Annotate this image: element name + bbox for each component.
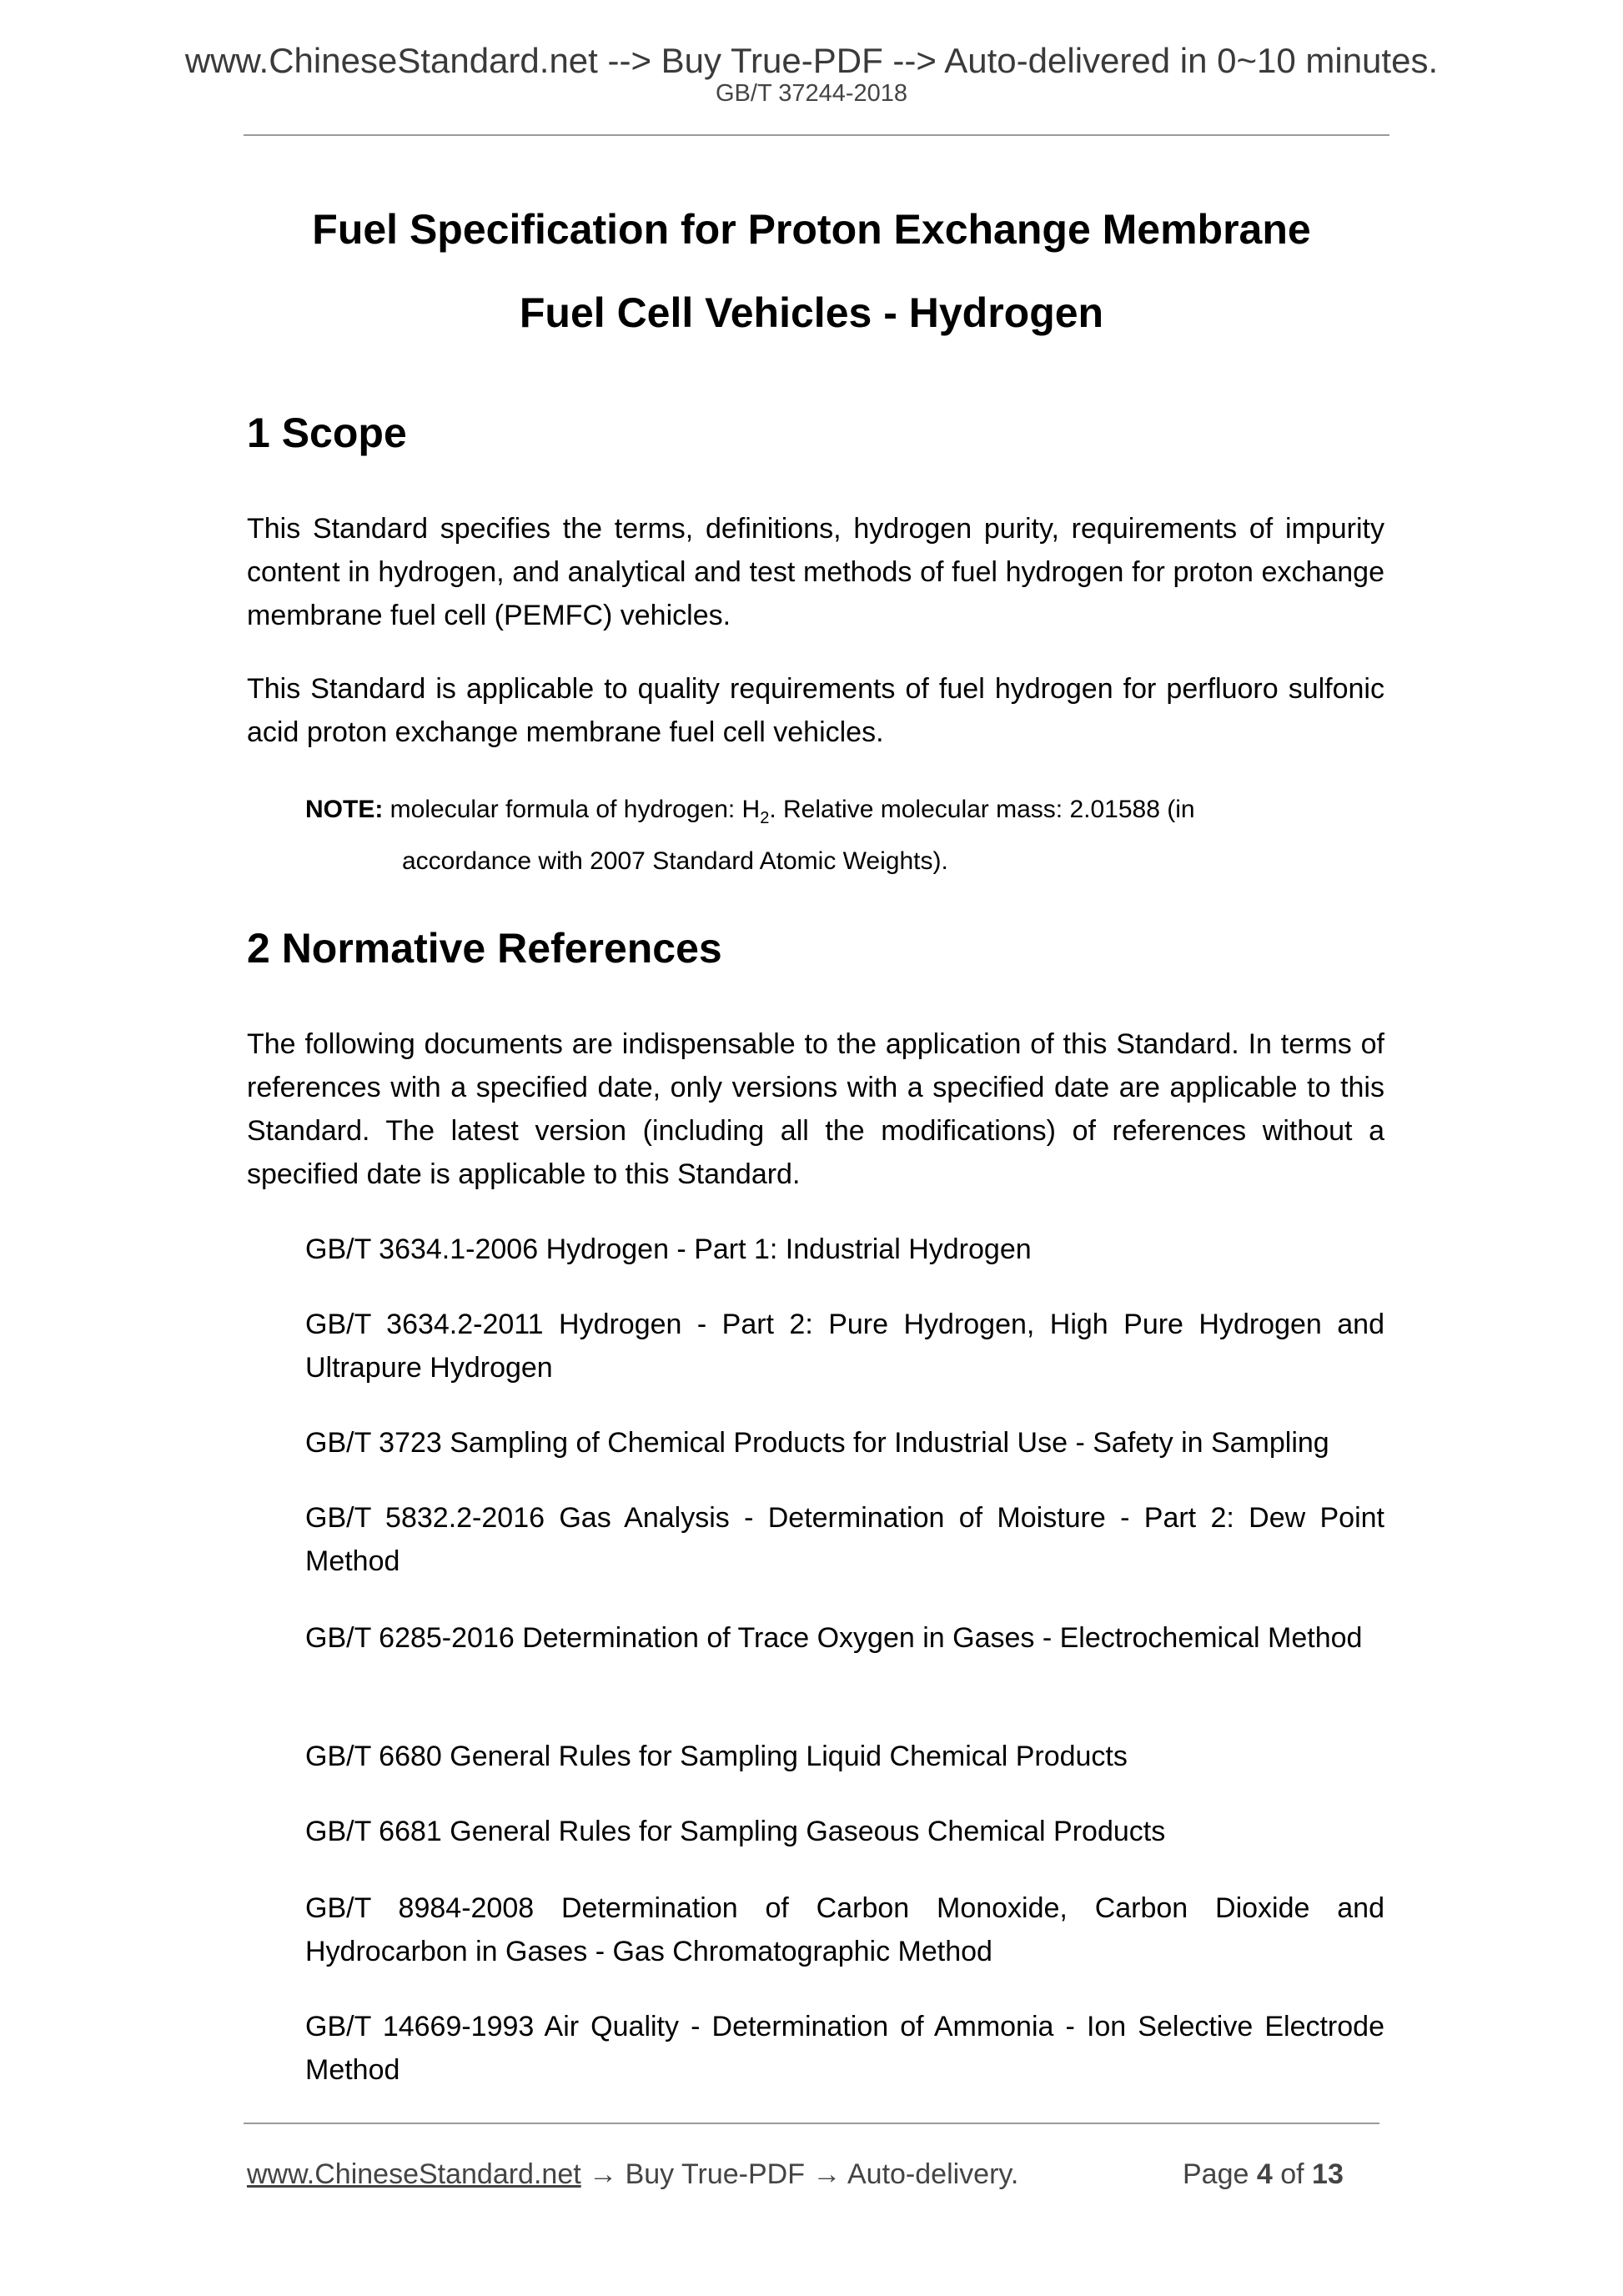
header-divider: [244, 134, 1389, 136]
footer-site-link[interactable]: www.ChineseStandard.net: [247, 2158, 581, 2190]
document-title-line2: Fuel Cell Vehicles - Hydrogen: [519, 289, 1104, 336]
scope-paragraph-2: This Standard is applicable to quality requirements of fuel hydrogen for perfluoro sulfonic acid proton exchange membrane fuel cell vehicles.: [247, 673, 1384, 748]
scope-note: [305, 788, 1384, 883]
note-text-c: accordance with 2007 Standard Atomic Weights).: [402, 847, 948, 875]
page-current: 4: [1256, 2158, 1273, 2190]
document-code: GB/T 37244-2018: [715, 80, 908, 107]
reference-item: GB/T 3634.2-2011 Hydrogen - Part 2: Pure Hydrogen, High Pure Hydrogen and Ultrapure Hydrogen: [305, 1309, 1384, 1384]
reference-item: GB/T 3634.1-2006 Hydrogen - Part 1: Industrial Hydrogen: [305, 1233, 1032, 1265]
references-intro: The following documents are indispensable to the application of this Standard. In terms of references with a specified date, only versions with a specified date are applicable to this Standard. The latest version (including all the modifications) of references without a specified date is applicable to this Standard.: [247, 1028, 1384, 1190]
footer-promo: [247, 2160, 1018, 2188]
note-text-b: . Relative molecular mass: 2.01588 (in: [769, 796, 1195, 823]
reference-item: GB/T 6681 General Rules for Sampling Gaseous Chemical Products: [305, 1816, 1166, 1847]
reference-item: GB/T 6680 General Rules for Sampling Liquid Chemical Products: [305, 1741, 1128, 1772]
top-banner: www.ChineseStandard.net --> Buy True-PDF --> Auto-delivered in 0~10 minutes.: [184, 41, 1439, 80]
page-indicator: [1183, 2160, 1344, 2188]
reference-item: GB/T 6285-2016 Determination of Trace Oxygen in Gases - Electrochemical Method: [305, 1622, 1363, 1654]
reference-item: GB/T 14669-1993 Air Quality - Determination of Ammonia - Ion Selective Electrode Method: [305, 2011, 1384, 2086]
footer-promo-text: → Buy True-PDF → Auto-delivery.: [580, 2158, 1019, 2190]
footer-divider: [244, 2123, 1379, 2124]
note-text-a: molecular formula of hydrogen: H: [389, 796, 761, 823]
note-label: NOTE:: [305, 796, 384, 823]
reference-item: GB/T 5832.2-2016 Gas Analysis - Determination of Moisture - Part 2: Dew Point Method: [305, 1502, 1384, 1577]
page-label: Page: [1183, 2158, 1249, 2190]
reference-item: GB/T 3723 Sampling of Chemical Products for Industrial Use - Safety in Sampling: [305, 1427, 1329, 1459]
document-title-line1: Fuel Specification for Proton Exchange Membrane: [312, 206, 1311, 253]
scope-paragraph-1: This Standard specifies the terms, definitions, hydrogen purity, requirements of impurity content in hydrogen, and analytical and test methods of fuel hydrogen for proton exchange membrane fuel cell (PEMFC) vehicles.: [247, 513, 1384, 631]
reference-item: GB/T 8984-2008 Determination of Carbon Monoxide, Carbon Dioxide and Hydrocarbon in Gases - Gas Chromatographic Method: [305, 1892, 1384, 1967]
note-subscript: 2: [760, 809, 770, 827]
section-heading-scope: 1 Scope: [247, 409, 407, 456]
section-heading-normative-references: 2 Normative References: [247, 925, 722, 972]
page-of-label: of: [1280, 2158, 1304, 2190]
page-total: 13: [1312, 2158, 1344, 2190]
